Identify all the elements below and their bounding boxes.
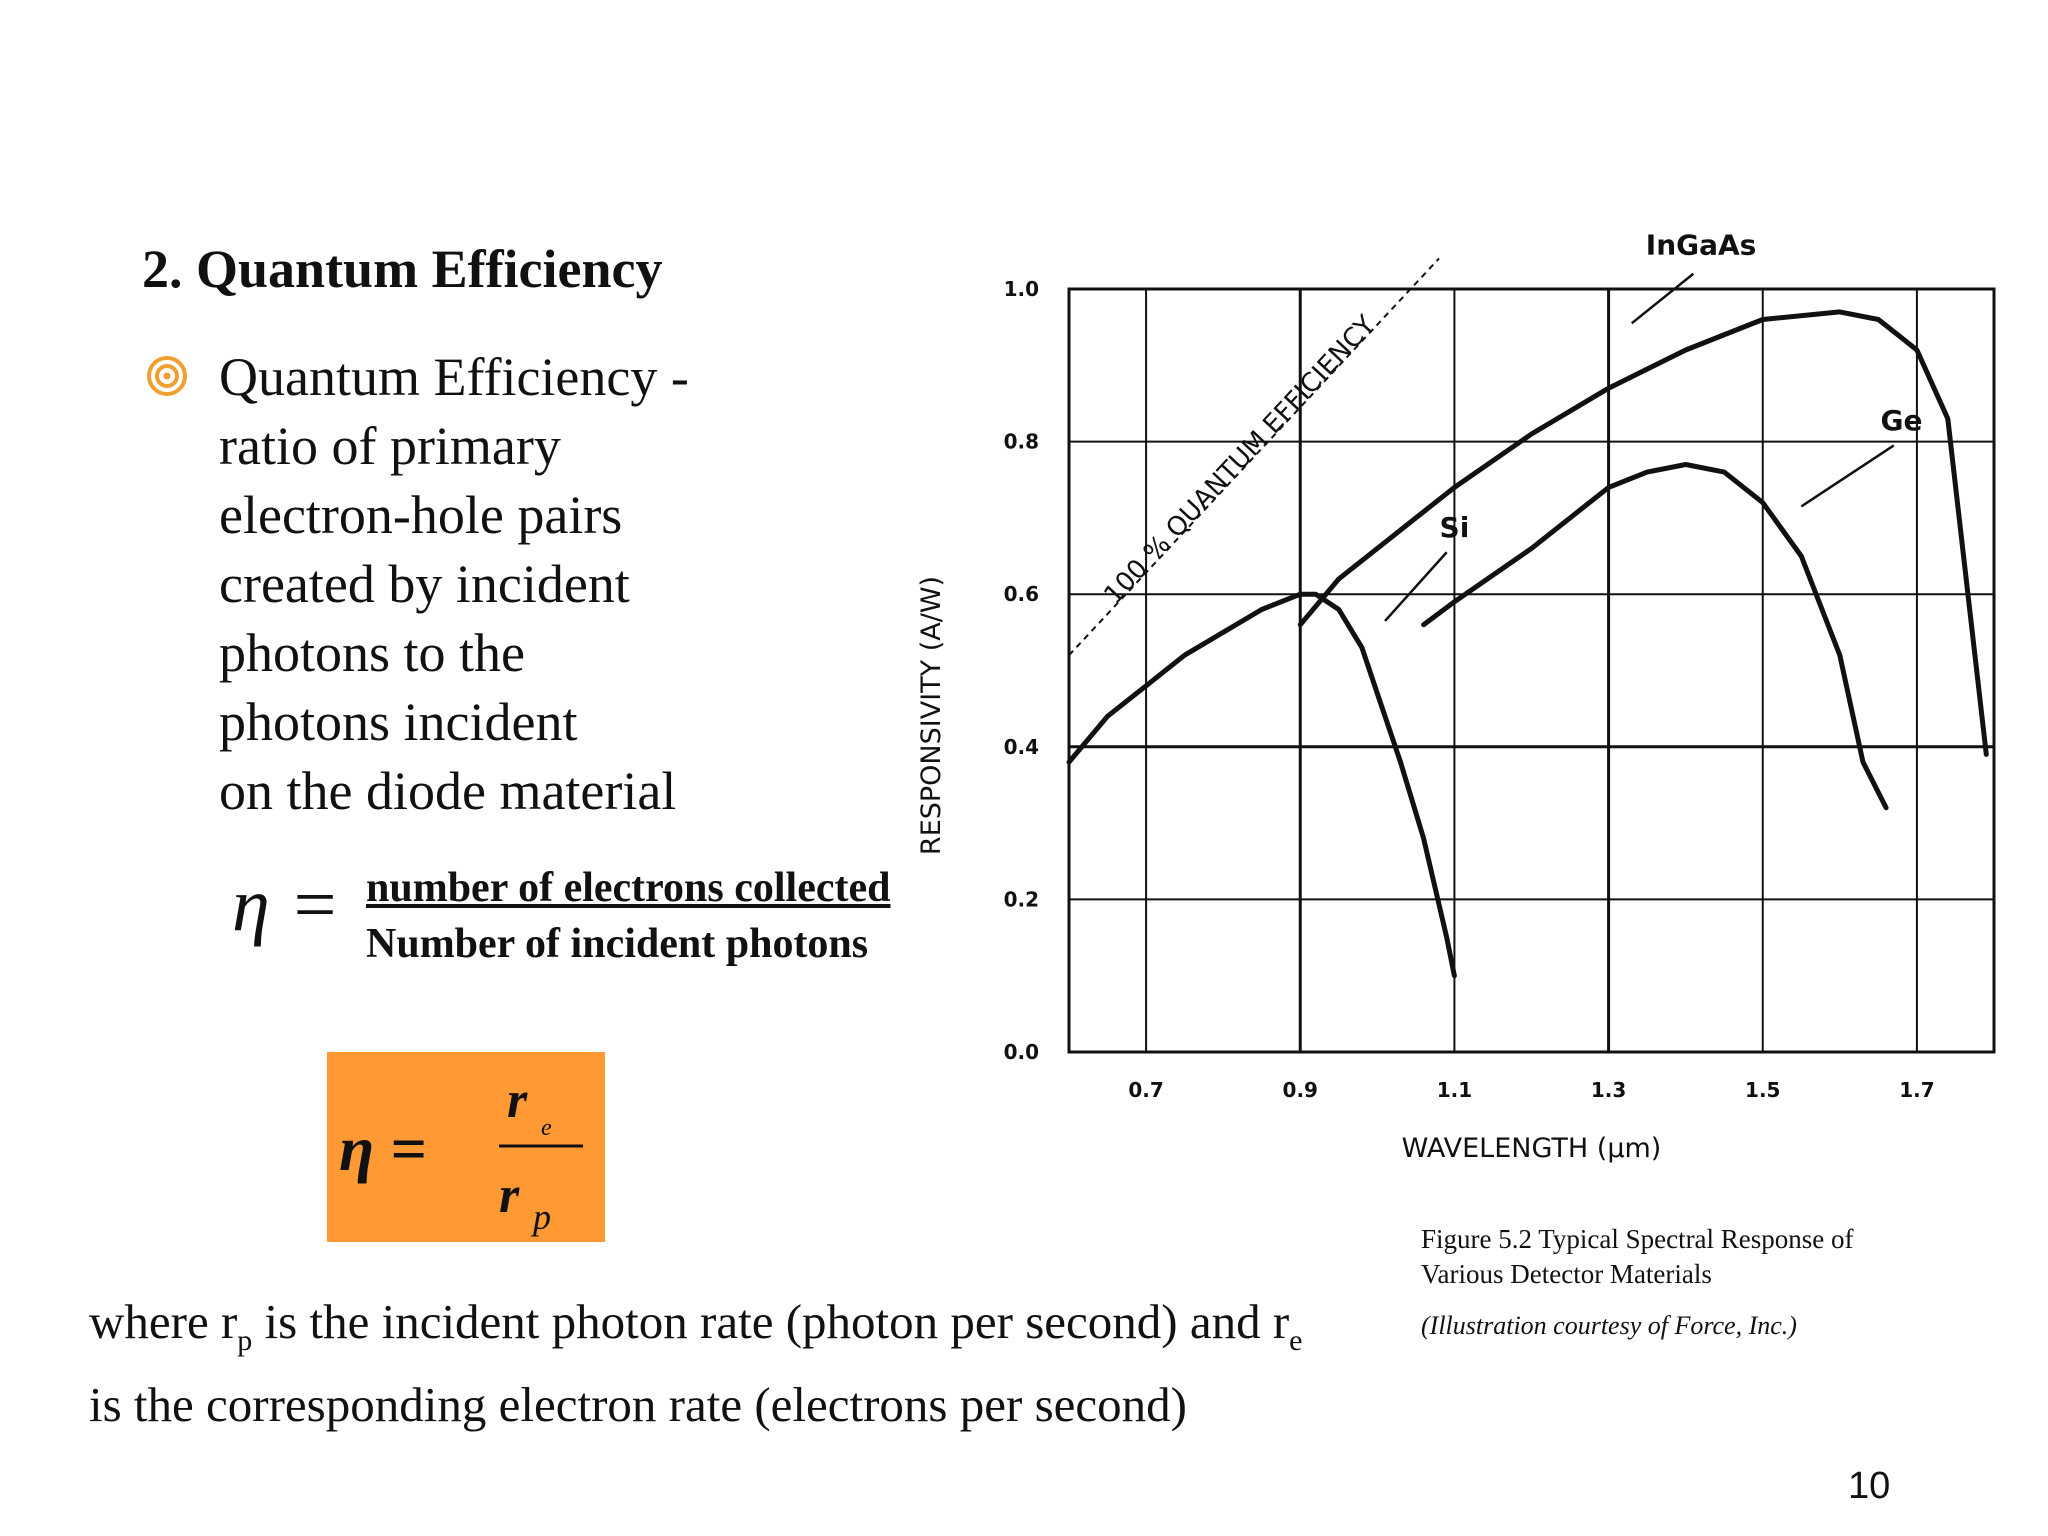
x-axis-label: WAVELENGTH (µm) bbox=[1401, 1133, 1662, 1164]
bullet-line: Quantum Efficiency - bbox=[219, 347, 689, 407]
bullet-definition bbox=[219, 343, 689, 826]
y-tick-label: 0.4 bbox=[1003, 734, 1039, 759]
y-tick-label: 0.2 bbox=[1003, 887, 1039, 912]
formula-numerator-sub: e bbox=[541, 1115, 552, 1141]
y-tick-label: 0.0 bbox=[1003, 1040, 1039, 1064]
y-tick-label: 0.6 bbox=[1003, 582, 1039, 607]
slide-title: 2. Quantum Efficiency bbox=[142, 239, 663, 299]
rate-definition-line1: where $r_p$ is the incident photon rate (photon per second) and $r_e$ bbox=[89, 1294, 1303, 1357]
x-tick-label: 0.9 bbox=[1282, 1078, 1318, 1102]
bullet-line: photons to the bbox=[219, 623, 525, 683]
x-tick-label: 1.1 bbox=[1436, 1078, 1473, 1102]
x-tick-label: 1.3 bbox=[1590, 1078, 1627, 1102]
series-label-ingaas: InGaAs bbox=[1645, 228, 1757, 262]
formula-numerator: r bbox=[507, 1072, 528, 1129]
spectral-response-chart bbox=[900, 220, 2010, 1180]
series-label-ge: Ge bbox=[1880, 404, 1923, 438]
x-tick-label: 0.7 bbox=[1128, 1078, 1164, 1102]
x-tick-label: 1.7 bbox=[1899, 1078, 1935, 1102]
bullet-line: on the diode material bbox=[219, 761, 677, 821]
rate-definition bbox=[89, 1290, 1302, 1437]
formula-lhs: η = bbox=[339, 1113, 427, 1184]
reference-line-label: 100 % QUANTUM EFFICIENCY bbox=[1098, 310, 1382, 611]
series-line-ge bbox=[1424, 465, 1887, 808]
eta-symbol: η = bbox=[232, 863, 340, 947]
chart-series bbox=[1069, 312, 1986, 976]
bullet-line: ratio of primary bbox=[219, 416, 561, 476]
x-tick-label: 1.5 bbox=[1745, 1078, 1781, 1102]
fraction-numerator: number of electrons collected bbox=[366, 865, 891, 911]
page-number: 10 bbox=[1848, 1465, 1891, 1507]
series-label-si: Si bbox=[1439, 510, 1470, 544]
series-leader-line bbox=[1801, 445, 1894, 506]
efficiency-fraction bbox=[366, 860, 891, 972]
y-tick-label: 1.0 bbox=[1003, 277, 1039, 301]
series-line-ingaas bbox=[1300, 312, 1986, 755]
rate-definition-line2: is the corresponding electron rate (electrons per second) bbox=[89, 1377, 1187, 1432]
plot-frame bbox=[1069, 289, 1994, 1052]
series-leader-line bbox=[1385, 552, 1447, 621]
caption-line: Various Detector Materials bbox=[1421, 1259, 1712, 1289]
figure-credit: (Illustration courtesy of Force, Inc.) bbox=[1421, 1311, 1797, 1340]
target-ring-bullet-icon bbox=[146, 355, 188, 397]
series-leader-line bbox=[1632, 274, 1694, 324]
chart-grid bbox=[1069, 289, 1994, 1052]
series-line-si bbox=[1069, 594, 1454, 976]
formula-denominator: r bbox=[499, 1167, 520, 1224]
boxed-formula bbox=[327, 1052, 605, 1242]
fraction-denominator: Number of incident photons bbox=[366, 921, 869, 967]
y-tick-label: 0.8 bbox=[1003, 429, 1039, 454]
formula-denominator-sub: p bbox=[533, 1197, 551, 1237]
figure-caption bbox=[1421, 1222, 1854, 1292]
bullet-line: photons incident bbox=[219, 692, 578, 752]
y-axis-label: RESPONSIVITY (A/W) bbox=[916, 575, 947, 856]
bullet-line: electron-hole pairs bbox=[219, 485, 623, 545]
caption-line: Figure 5.2 Typical Spectral Response of bbox=[1421, 1224, 1854, 1254]
boxed-formula-graphic bbox=[327, 1052, 605, 1242]
bullet-line: created by incident bbox=[219, 554, 630, 614]
